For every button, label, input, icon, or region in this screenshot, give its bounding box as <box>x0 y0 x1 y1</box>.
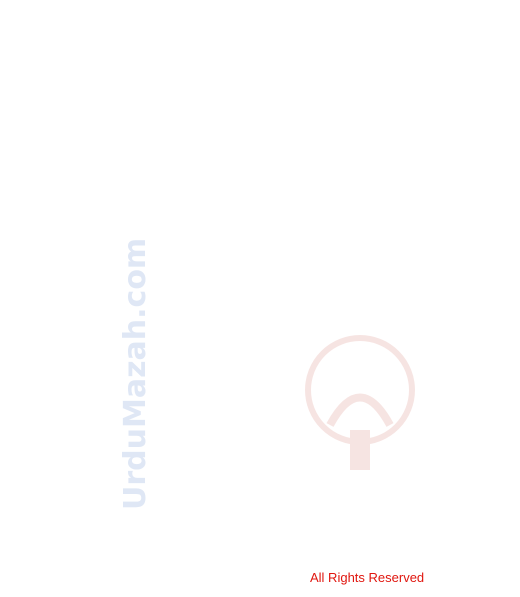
site-watermark <box>118 237 178 510</box>
article-paragraph-3 <box>4 104 516 128</box>
article-body <box>4 40 516 134</box>
article-title <box>0 6 520 32</box>
page-footer <box>0 570 520 590</box>
watermark-text: UrduMazah.com <box>118 237 153 510</box>
rights-reserved-text: All Rights Reserved <box>310 570 425 585</box>
site-logo-watermark <box>300 330 420 480</box>
article-paragraph-2 <box>4 72 516 96</box>
article-paragraph-1 <box>4 40 516 64</box>
